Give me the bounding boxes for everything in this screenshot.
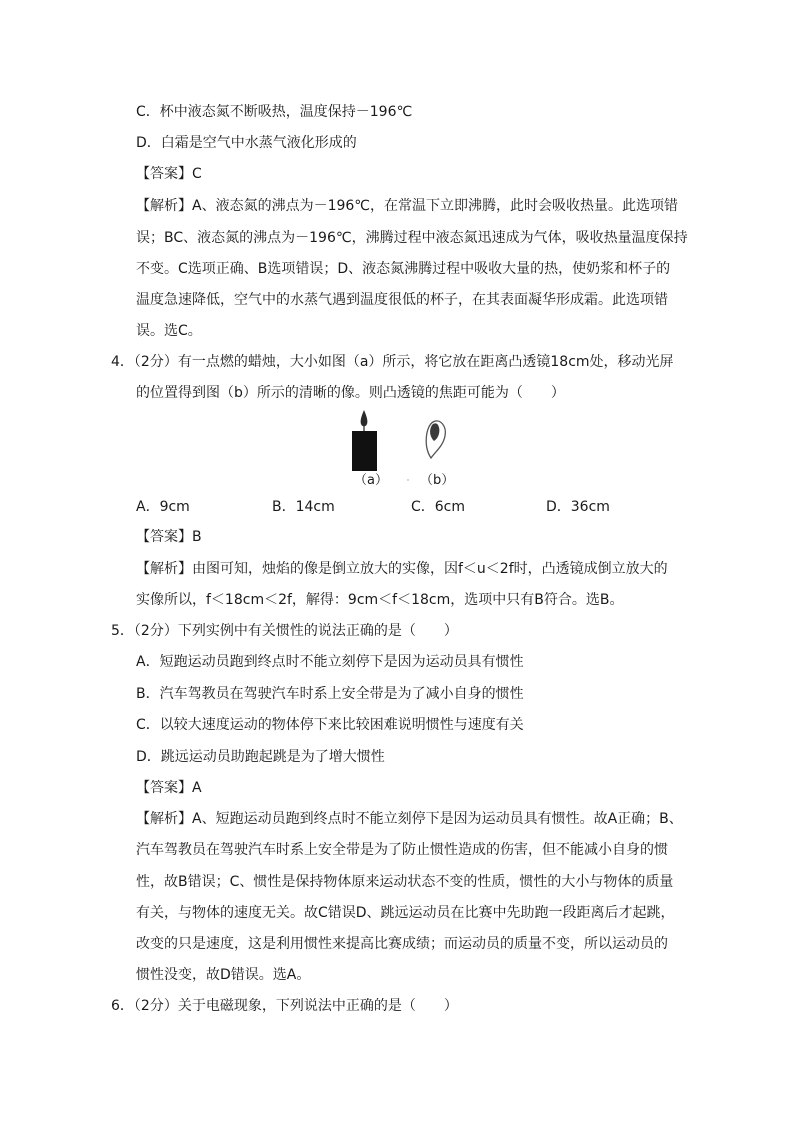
figure-label-a: （a） bbox=[354, 473, 388, 488]
q5-option-a: A．短跑运动员跑到终点时不能立刻停下是因为运动员具有惯性 bbox=[136, 654, 524, 670]
q4-option-a: A．9cm bbox=[136, 499, 190, 515]
q5-option-c: C．以较大速度运动的物体停下来比较困难说明惯性与速度有关 bbox=[136, 717, 524, 733]
q3-explanation-line: 误。选C。 bbox=[136, 323, 202, 339]
q5-option-d: D．跳远运动员助跑起跳是为了增大惯性 bbox=[136, 749, 385, 765]
q3-option-c: C．杯中液态氮不断吸热，温度保持－196℃ bbox=[136, 104, 413, 120]
q3-answer: 【答案】C bbox=[136, 166, 202, 182]
q4-stem-line: 4．（2分）有一点燃的蜡烛，大小如图（a）所示，将它放在距离凸透镜18cm处，移动光屏 bbox=[111, 354, 674, 370]
q5-stem: 5．（2分）下列实例中有关惯性的说法正确的是（ ） bbox=[111, 623, 458, 639]
q5-explanation-line: 【解析】A、短跑运动员跑到终点时不能立刻停下是因为运动员具有惯性。故A正确；B、 bbox=[136, 811, 683, 827]
q4-explanation-line: 【解析】由图可知，烛焰的像是倒立放大的实像，因f＜u＜2f时，凸透镜成倒立放大的 bbox=[136, 561, 668, 577]
q4-stem-line: 的位置得到图（b）所示的清晰的像。则凸透镜的焦距可能为（ ） bbox=[136, 385, 565, 401]
q4-figure bbox=[340, 408, 470, 493]
q3-explanation-line: 温度急速降低，空气中的水蒸气遇到温度很低的杯子，在其表面凝华形成霜。此选项错 bbox=[136, 292, 668, 308]
q5-explanation-line: 有关，与物体的速度无关。故C错误D、跳远运动员在比赛中先助跑一段距离后才起跳， bbox=[136, 905, 675, 921]
q4-option-b: B．14cm bbox=[272, 499, 335, 515]
q5-explanation-line: 性，故B错误；C、惯性是保持物体原来运动状态不变的性质，惯性的大小与物体的质量 bbox=[136, 874, 674, 890]
q4-option-d: D．36cm bbox=[546, 499, 610, 515]
flame-core bbox=[430, 423, 439, 441]
q3-explanation-line: 误；BC、液态氮的沸点为－196℃，沸腾过程中液态氮迅速成为气体，吸收热量温度保持 bbox=[136, 230, 688, 246]
q5-explanation-line: 改变的只是速度，这是利用惯性来提高比赛成绩；而运动员的质量不变，所以运动员的 bbox=[136, 936, 668, 952]
divider-dot bbox=[407, 479, 408, 480]
candle-flame bbox=[361, 410, 368, 426]
figure-label-b: （b） bbox=[420, 473, 455, 488]
q5-answer: 【答案】A bbox=[136, 780, 202, 796]
q3-option-d: D．白霜是空气中水蒸气液化形成的 bbox=[136, 135, 357, 151]
q4-explanation-line: 实像所以，f＜18cm＜2f，解得：9cm＜f＜18cm，选项中只有B符合。选B。 bbox=[136, 592, 624, 608]
candle-body bbox=[352, 431, 377, 471]
q3-explanation-line: 不变。C选项正确、B选项错误；D、液态氮沸腾过程中吸收大量的热，使奶浆和杯子的 bbox=[136, 261, 671, 277]
q5-option-b: B．汽车驾教员在驾驶汽车时系上安全带是为了减小自身的惯性 bbox=[136, 686, 524, 702]
q5-explanation-line: 惯性没变，故D错误。选A。 bbox=[136, 967, 311, 983]
q4-option-c: C．6cm bbox=[411, 499, 466, 515]
q4-answer: 【答案】B bbox=[136, 529, 202, 545]
q5-explanation-line: 汽车驾教员在驾驶汽车时系上安全带是为了防止惯性造成的伤害，但不能减小自身的惯 bbox=[136, 842, 668, 858]
flame-image-b bbox=[426, 421, 445, 458]
candle-a bbox=[352, 410, 377, 471]
q6-stem: 6．（2分）关于电磁现象，下列说法中正确的是（ ） bbox=[111, 998, 458, 1014]
q3-explanation-line: 【解析】A、液态氮的沸点为－196℃，在常温下立即沸腾，此时会吸收热量。此选项错 bbox=[136, 198, 679, 214]
